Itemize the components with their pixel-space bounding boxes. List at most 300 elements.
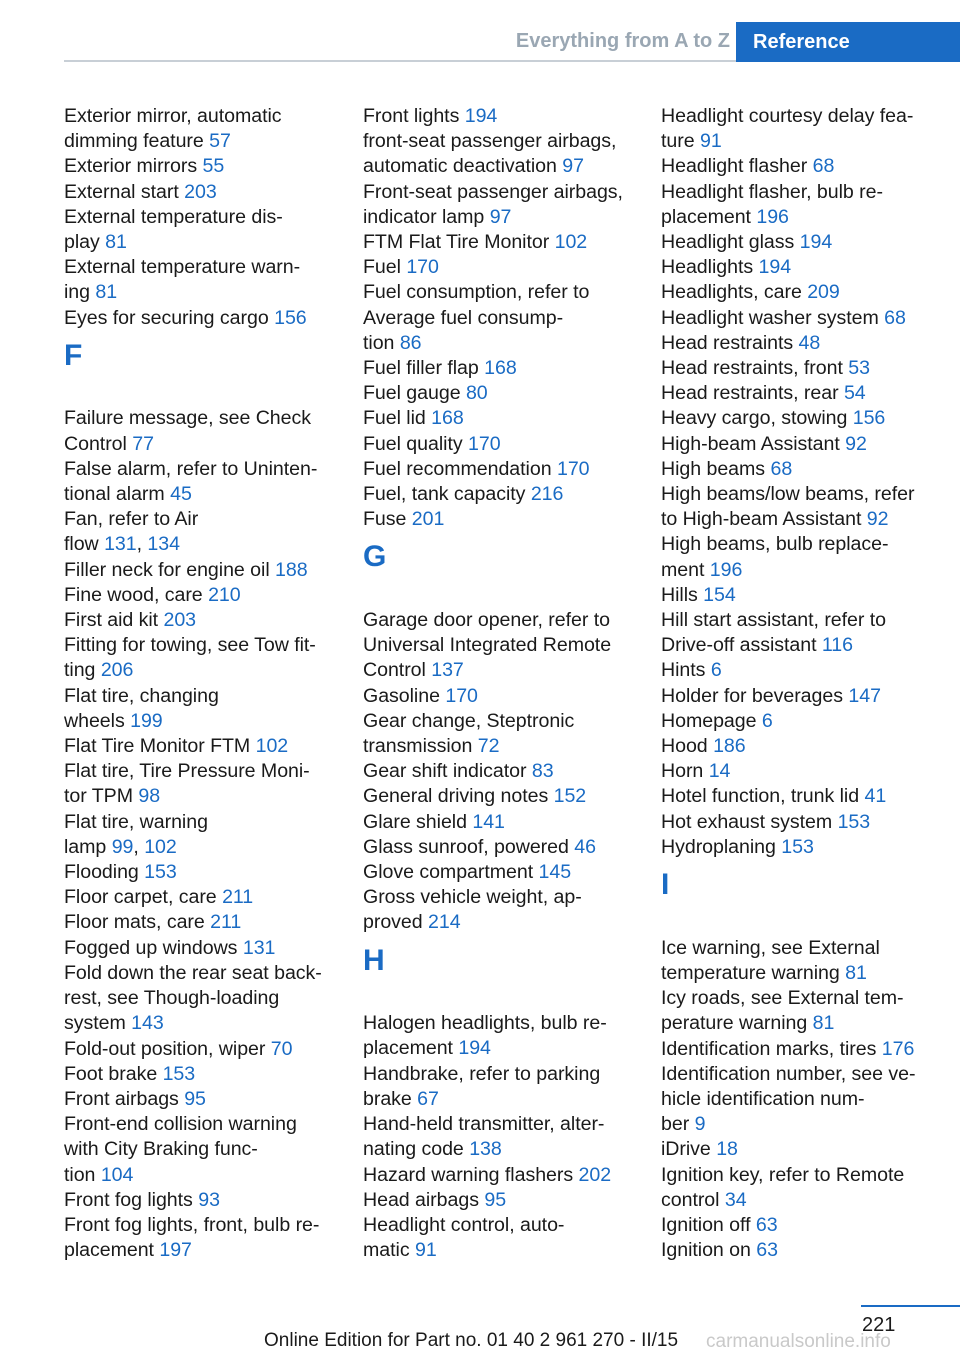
- index-entry: [661, 835, 931, 860]
- page-reference-link[interactable]: 99: [111, 835, 134, 858]
- page-reference-link[interactable]: 143: [131, 1012, 164, 1035]
- index-entry-text: [363, 205, 633, 230]
- index-entry-text: [363, 104, 633, 129]
- index-entry: [661, 432, 931, 457]
- index-entry: [64, 734, 334, 759]
- entry-term: Headlight control, auto-: [363, 1213, 565, 1236]
- index-entry: [64, 406, 334, 456]
- chapter-tab-label: Reference: [753, 31, 850, 53]
- index-entry-text: [661, 457, 931, 482]
- index-entry: [661, 280, 931, 305]
- header-divider: [64, 60, 736, 62]
- index-entry: [363, 684, 633, 709]
- entry-term: placement: [363, 1037, 453, 1060]
- page-reference-link[interactable]: 153: [144, 861, 177, 884]
- entry-term: External temperature dis-: [64, 205, 283, 228]
- entry-term: ture: [661, 130, 695, 153]
- page-reference-link[interactable]: 194: [464, 105, 498, 127]
- index-entry-text: [363, 406, 633, 431]
- entry-term: ment: [661, 558, 705, 581]
- page-reference-link[interactable]: 168: [431, 407, 464, 430]
- index-entry-text: [363, 784, 633, 809]
- page-reference-link[interactable]: 154: [703, 583, 736, 606]
- entry-term: Fuse: [363, 508, 407, 531]
- index-entry-text: [64, 1062, 334, 1087]
- index-entry-text: [661, 154, 931, 179]
- index-entry: [64, 1087, 334, 1112]
- page-reference-link[interactable]: 199: [130, 709, 163, 732]
- entry-term: Identification number, see ve-: [661, 1062, 916, 1085]
- page-reference-link[interactable]: 83: [531, 760, 554, 783]
- page-reference-link[interactable]: 138: [469, 1138, 502, 1161]
- page-reference-link[interactable]: 131: [104, 533, 137, 556]
- page-reference-link[interactable]: 196: [756, 205, 789, 228]
- page-reference-link[interactable]: 104: [100, 1163, 134, 1186]
- page-reference-link[interactable]: 54: [843, 382, 866, 405]
- section-title: Everything from A to Z: [515, 30, 730, 52]
- entry-term: Fuel lid: [363, 407, 426, 430]
- entry-term: ber: [661, 1113, 690, 1136]
- entry-term: Failure message, see Check: [64, 407, 311, 430]
- index-entry-text: [661, 810, 931, 835]
- page-reference-link[interactable]: 95: [484, 1188, 507, 1211]
- entry-term: Hotel function, trunk lid: [661, 785, 860, 808]
- index-entry-text: [661, 507, 931, 532]
- index-entry: [64, 255, 334, 305]
- index-entry-text: [661, 1087, 931, 1112]
- entry-term: Fuel quality: [363, 432, 463, 455]
- index-entry-text: [64, 608, 334, 633]
- entry-term: Fine wood, care: [64, 583, 203, 606]
- page-reference-link[interactable]: 77: [132, 432, 154, 455]
- index-entry-text: [661, 1062, 931, 1087]
- page-reference-link[interactable]: 156: [852, 407, 886, 430]
- page-reference-link[interactable]: 95: [184, 1087, 206, 1110]
- index-entry: [363, 1213, 633, 1263]
- index-entry-text: [64, 709, 334, 734]
- index-section-letter: F: [64, 338, 83, 372]
- entry-term: Fuel recommendation: [363, 457, 552, 480]
- index-entry-text: [363, 306, 633, 331]
- page-reference-link[interactable]: 6: [710, 659, 722, 682]
- index-entry-text: [363, 633, 633, 658]
- page-reference-link[interactable]: 45: [170, 483, 192, 506]
- index-entry-text: [363, 432, 633, 457]
- page-reference-link[interactable]: 203: [184, 180, 217, 203]
- entry-term: Fold down the rear seat back-: [64, 961, 322, 984]
- page-reference-link[interactable]: 92: [866, 508, 889, 531]
- entry-term: Hills: [661, 583, 698, 606]
- index-entry-text: [661, 230, 931, 255]
- index-entry: [363, 835, 633, 860]
- index-section-letter: I: [661, 868, 670, 902]
- entry-term: Drive-off assistant: [661, 634, 817, 657]
- index-entry-text: [661, 633, 931, 658]
- index-entry-text: [661, 734, 931, 759]
- page-reference-link[interactable]: 63: [755, 1213, 778, 1236]
- page-reference-link[interactable]: 68: [812, 155, 835, 178]
- entry-term: nating code: [363, 1138, 464, 1161]
- page-reference-link[interactable]: 211: [210, 911, 242, 934]
- entry-term: Handbrake, refer to parking: [363, 1062, 601, 1085]
- index-entry: [64, 1213, 334, 1263]
- page-reference-link[interactable]: 86: [399, 331, 422, 354]
- page-reference-link[interactable]: 97: [489, 205, 512, 228]
- entry-term: Garage door opener, refer to: [363, 609, 610, 632]
- entry-term: Fitting for towing, see Tow fit-: [64, 634, 316, 657]
- page-reference-link[interactable]: 152: [553, 785, 587, 808]
- entry-term: Eyes for securing cargo: [64, 306, 269, 329]
- entry-term: temperature warning: [661, 961, 840, 984]
- page-reference-link[interactable]: 153: [781, 835, 814, 858]
- index-entry: [363, 507, 633, 532]
- index-entry-text: [64, 1238, 334, 1263]
- entry-term: proved: [363, 911, 423, 934]
- index-entry: [363, 457, 633, 482]
- index-entry-text: [64, 961, 334, 986]
- index-section-letter: H: [363, 943, 385, 977]
- index-entry-text: [64, 406, 334, 431]
- index-entry-text: [64, 230, 334, 255]
- index-entry: [363, 230, 633, 255]
- entry-term: Homepage: [661, 709, 757, 732]
- entry-term: Hand-held transmitter, alter-: [363, 1113, 605, 1136]
- index-entry: [363, 1112, 633, 1162]
- page-reference-link[interactable]: 68: [770, 457, 793, 480]
- entry-term: Front fog lights: [64, 1188, 193, 1211]
- index-entry-text: [64, 432, 334, 457]
- index-entry: [661, 104, 931, 154]
- index-entry: [661, 936, 931, 986]
- index-entry-text: [661, 331, 931, 356]
- page-reference-link[interactable]: 102: [255, 735, 289, 758]
- page-reference-link[interactable]: 209: [807, 281, 840, 304]
- page-reference-link[interactable]: 92: [845, 432, 867, 455]
- index-entry-text: [64, 205, 334, 230]
- index-entry: [661, 255, 931, 280]
- index-entry-text: [64, 507, 334, 532]
- page-reference-link[interactable]: 81: [105, 231, 127, 254]
- index-entry-text: [363, 255, 633, 280]
- index-entry: [661, 306, 931, 331]
- index-entry-text: [363, 1188, 633, 1213]
- index-entry-text: [661, 835, 931, 860]
- index-entry: [661, 734, 931, 759]
- index-entry: [363, 709, 633, 759]
- index-entry-text: [363, 280, 633, 305]
- page-reference-link[interactable]: 131: [242, 936, 276, 959]
- index-entry-text: [64, 306, 334, 331]
- entry-term: with City Braking func-: [64, 1138, 258, 1161]
- index-entry-text: [661, 759, 931, 784]
- index-entry-text: [661, 406, 931, 431]
- index-entry-text: [64, 129, 334, 154]
- entry-term: First aid kit: [64, 609, 159, 632]
- page-separator: ,: [133, 835, 139, 858]
- index-entry-text: [64, 255, 334, 280]
- page-reference-link[interactable]: 102: [144, 835, 177, 858]
- entry-term: Ignition off: [661, 1213, 751, 1236]
- entry-term: False alarm, refer to Uninten-: [64, 457, 318, 480]
- index-entry: [661, 230, 931, 255]
- entry-term: Fuel gauge: [363, 382, 461, 405]
- page-reference-link[interactable]: 72: [477, 735, 500, 758]
- index-entry: [363, 784, 633, 809]
- index-entry: [661, 482, 931, 532]
- entry-term: Glare shield: [363, 810, 467, 833]
- index-entry-text: [64, 457, 334, 482]
- entry-term: Fuel, tank capacity: [363, 483, 526, 506]
- page-reference-link[interactable]: 81: [812, 1012, 835, 1035]
- page-reference-link[interactable]: 145: [538, 861, 572, 884]
- page-reference-link[interactable]: 211: [222, 886, 254, 909]
- index-entry-text: [661, 558, 931, 583]
- index-entry: [661, 658, 931, 683]
- entry-term: system: [64, 1012, 126, 1035]
- entry-term: Head restraints: [661, 331, 794, 354]
- page-reference-link[interactable]: 170: [556, 457, 590, 480]
- index-entry-text: [363, 860, 633, 885]
- index-entry: [363, 381, 633, 406]
- page-reference-link[interactable]: 48: [798, 331, 821, 354]
- page-reference-link[interactable]: 170: [468, 432, 501, 455]
- index-entry-text: [64, 810, 334, 835]
- page-reference-link[interactable]: 210: [208, 583, 241, 606]
- index-entry-text: [64, 1037, 334, 1062]
- index-entry-text: [363, 1238, 633, 1263]
- index-entry-text: [363, 810, 633, 835]
- entry-term: External temperature warn-: [64, 256, 301, 279]
- entry-term: automatic deactivation: [363, 155, 557, 178]
- page-reference-link[interactable]: 134: [147, 533, 180, 556]
- entry-term: Ignition on: [661, 1239, 751, 1262]
- page-reference-link[interactable]: 202: [578, 1163, 612, 1186]
- entry-term: Floor mats, care: [64, 911, 205, 934]
- entry-term: Fuel filler flap: [363, 357, 479, 380]
- index-entry-text: [661, 180, 931, 205]
- page-reference-link[interactable]: 57: [209, 130, 231, 153]
- page-reference-link[interactable]: 141: [472, 810, 505, 833]
- page-reference-link[interactable]: 194: [758, 256, 792, 279]
- entry-term: High beams, bulb replace-: [661, 533, 889, 556]
- index-entry-text: [661, 961, 931, 986]
- index-entry: [363, 608, 633, 684]
- page-reference-link[interactable]: 67: [417, 1087, 439, 1110]
- entry-term: rest, see Though-loading: [64, 987, 280, 1010]
- page-reference-link[interactable]: 194: [458, 1037, 491, 1060]
- entry-term: Flat tire, changing: [64, 684, 219, 707]
- page-reference-link[interactable]: 102: [554, 231, 588, 254]
- index-entry-text: [64, 633, 334, 658]
- page-reference-link[interactable]: 197: [159, 1239, 192, 1262]
- page-reference-link[interactable]: 6: [761, 709, 773, 732]
- index-entry: [363, 180, 633, 230]
- index-entry-text: [661, 709, 931, 734]
- entry-term: Front lights: [363, 105, 460, 127]
- entry-term: play: [64, 231, 100, 254]
- index-entry: [64, 180, 334, 205]
- entry-term: flow: [64, 533, 99, 556]
- index-entry-text: [64, 1011, 334, 1036]
- entry-term: brake: [363, 1087, 412, 1110]
- index-entry-text: [661, 482, 931, 507]
- page-reference-link[interactable]: 80: [465, 382, 488, 405]
- page-reference-link[interactable]: 63: [756, 1239, 778, 1262]
- page-reference-link[interactable]: 91: [699, 130, 722, 153]
- index-entry: [661, 381, 931, 406]
- index-entry-text: [363, 482, 633, 507]
- page-reference-link[interactable]: 9: [694, 1113, 706, 1136]
- entry-term: Fuel consumption, refer to: [363, 281, 590, 304]
- page-reference-link[interactable]: 194: [799, 231, 833, 254]
- index-entry: [661, 608, 931, 658]
- entry-term: lamp: [64, 835, 107, 858]
- page-reference-link[interactable]: 196: [709, 558, 743, 581]
- index-entry-text: [363, 1112, 633, 1137]
- entry-term: placement: [661, 205, 751, 228]
- index-entry-text: [363, 885, 633, 910]
- index-entry-text: [661, 784, 931, 809]
- page-reference-link[interactable]: 70: [270, 1037, 293, 1060]
- entry-term: Headlight flasher: [661, 155, 808, 178]
- index-entry: [64, 910, 334, 935]
- entry-term: Headlights, care: [661, 281, 802, 304]
- index-entry: [363, 885, 633, 935]
- entry-term: Front airbags: [64, 1087, 179, 1110]
- page-reference-link[interactable]: 41: [864, 785, 887, 808]
- page-reference-link[interactable]: 53: [848, 357, 870, 380]
- page-reference-link[interactable]: 206: [100, 659, 134, 682]
- index-entry-text: [363, 1011, 633, 1036]
- index-entry-text: [363, 507, 633, 532]
- page-reference-link[interactable]: 170: [406, 256, 439, 279]
- index-entry-text: [661, 432, 931, 457]
- index-entry-text: [661, 583, 931, 608]
- page-reference-link[interactable]: 216: [530, 483, 564, 506]
- page-reference-link[interactable]: 156: [274, 306, 307, 329]
- index-entry-text: [661, 1238, 931, 1263]
- index-entry-text: [64, 280, 334, 305]
- entry-term: placement: [64, 1239, 154, 1262]
- page-reference-link[interactable]: 46: [574, 835, 596, 858]
- entry-term: Holder for beverages: [661, 684, 843, 707]
- index-entry-text: [661, 1137, 931, 1162]
- page-reference-link[interactable]: 34: [724, 1188, 747, 1211]
- index-entry: [661, 583, 931, 608]
- index-entry: [363, 255, 633, 280]
- page-reference-link[interactable]: 81: [95, 281, 118, 304]
- page-reference-link[interactable]: 91: [414, 1239, 437, 1262]
- index-entry: [661, 986, 931, 1036]
- index-entry-text: [363, 734, 633, 759]
- index-entry: [661, 759, 931, 784]
- page-reference-link[interactable]: 137: [431, 659, 464, 682]
- index-entry-text: [64, 885, 334, 910]
- page-reference-link[interactable]: 68: [884, 306, 906, 329]
- entry-term: Hazard warning flashers: [363, 1163, 574, 1186]
- page-reference-link[interactable]: 81: [845, 961, 867, 984]
- index-entry-text: [363, 230, 633, 255]
- index-entry-text: [64, 1137, 334, 1162]
- index-entry: [64, 558, 334, 583]
- index-entry-text: [64, 532, 334, 557]
- entry-term: dimming feature: [64, 130, 204, 153]
- page-reference-link[interactable]: 186: [713, 735, 746, 758]
- entry-term: Identification marks, tires: [661, 1037, 877, 1060]
- index-entry: [64, 457, 334, 507]
- page-reference-link[interactable]: 14: [708, 760, 731, 783]
- index-entry: [661, 810, 931, 835]
- index-entry-text: [661, 205, 931, 230]
- page-reference-link[interactable]: 18: [716, 1138, 738, 1161]
- index-entry: [64, 104, 334, 154]
- index-entry-text: [64, 1213, 334, 1238]
- index-entry-text: [64, 180, 334, 205]
- page-reference-link[interactable]: 97: [562, 155, 584, 178]
- index-entry-text: [64, 684, 334, 709]
- page-reference-link[interactable]: 176: [881, 1037, 915, 1060]
- page-reference-link[interactable]: 153: [162, 1062, 196, 1085]
- page-reference-link[interactable]: 147: [848, 684, 881, 707]
- page-reference-link[interactable]: 214: [428, 911, 461, 934]
- index-entry-text: [64, 784, 334, 809]
- entry-term: Floor carpet, care: [64, 886, 217, 909]
- index-entry-text: [64, 1112, 334, 1137]
- entry-term: Front-seat passenger airbags,: [363, 180, 623, 203]
- index-entry-text: [363, 709, 633, 734]
- page-reference-link[interactable]: 188: [275, 558, 308, 581]
- entry-term: Headlight flasher, bulb re-: [661, 180, 883, 203]
- index-entry: [363, 482, 633, 507]
- entry-term: tional alarm: [64, 483, 165, 506]
- index-entry-text: [363, 835, 633, 860]
- entry-term: Front fog lights, front, bulb re-: [64, 1213, 320, 1236]
- entry-term: Gross vehicle weight, ap-: [363, 886, 582, 909]
- entry-term: Headlight courtesy delay fea-: [661, 105, 914, 127]
- page-number: 221: [862, 1314, 896, 1336]
- entry-term: matic: [363, 1239, 410, 1262]
- entry-term: Fogged up windows: [64, 936, 238, 959]
- entry-term: iDrive: [661, 1138, 711, 1161]
- index-entry-text: [661, 684, 931, 709]
- index-column-1: [64, 104, 334, 1263]
- index-entry-text: [64, 583, 334, 608]
- page-reference-link[interactable]: 201: [411, 508, 445, 531]
- page-reference-link[interactable]: 153: [837, 810, 871, 833]
- index-entry-text: [363, 1087, 633, 1112]
- index-entry-text: [661, 1188, 931, 1213]
- page-reference-link[interactable]: 116: [821, 634, 853, 657]
- index-entry-text: [64, 835, 334, 860]
- index-entry: [64, 608, 334, 633]
- page-reference-link[interactable]: 98: [138, 785, 161, 808]
- page-reference-link[interactable]: 55: [202, 155, 225, 178]
- entry-term: Flat tire, warning: [64, 810, 208, 833]
- entry-term: Glass sunroof, powered: [363, 835, 569, 858]
- index-entry-text: [363, 129, 633, 154]
- index-entry: [363, 1062, 633, 1112]
- page-reference-link[interactable]: 203: [163, 609, 197, 632]
- index-entry-text: [363, 1137, 633, 1162]
- page-reference-link[interactable]: 93: [198, 1188, 220, 1211]
- index-section-letter: G: [363, 540, 387, 574]
- entry-term: FTM Flat Tire Monitor: [363, 231, 550, 254]
- index-entry-text: [64, 734, 334, 759]
- index-entry-text: [64, 154, 334, 179]
- entry-term: Glove compartment: [363, 861, 534, 884]
- page-reference-link[interactable]: 170: [445, 684, 478, 707]
- page-reference-link[interactable]: 168: [484, 357, 517, 380]
